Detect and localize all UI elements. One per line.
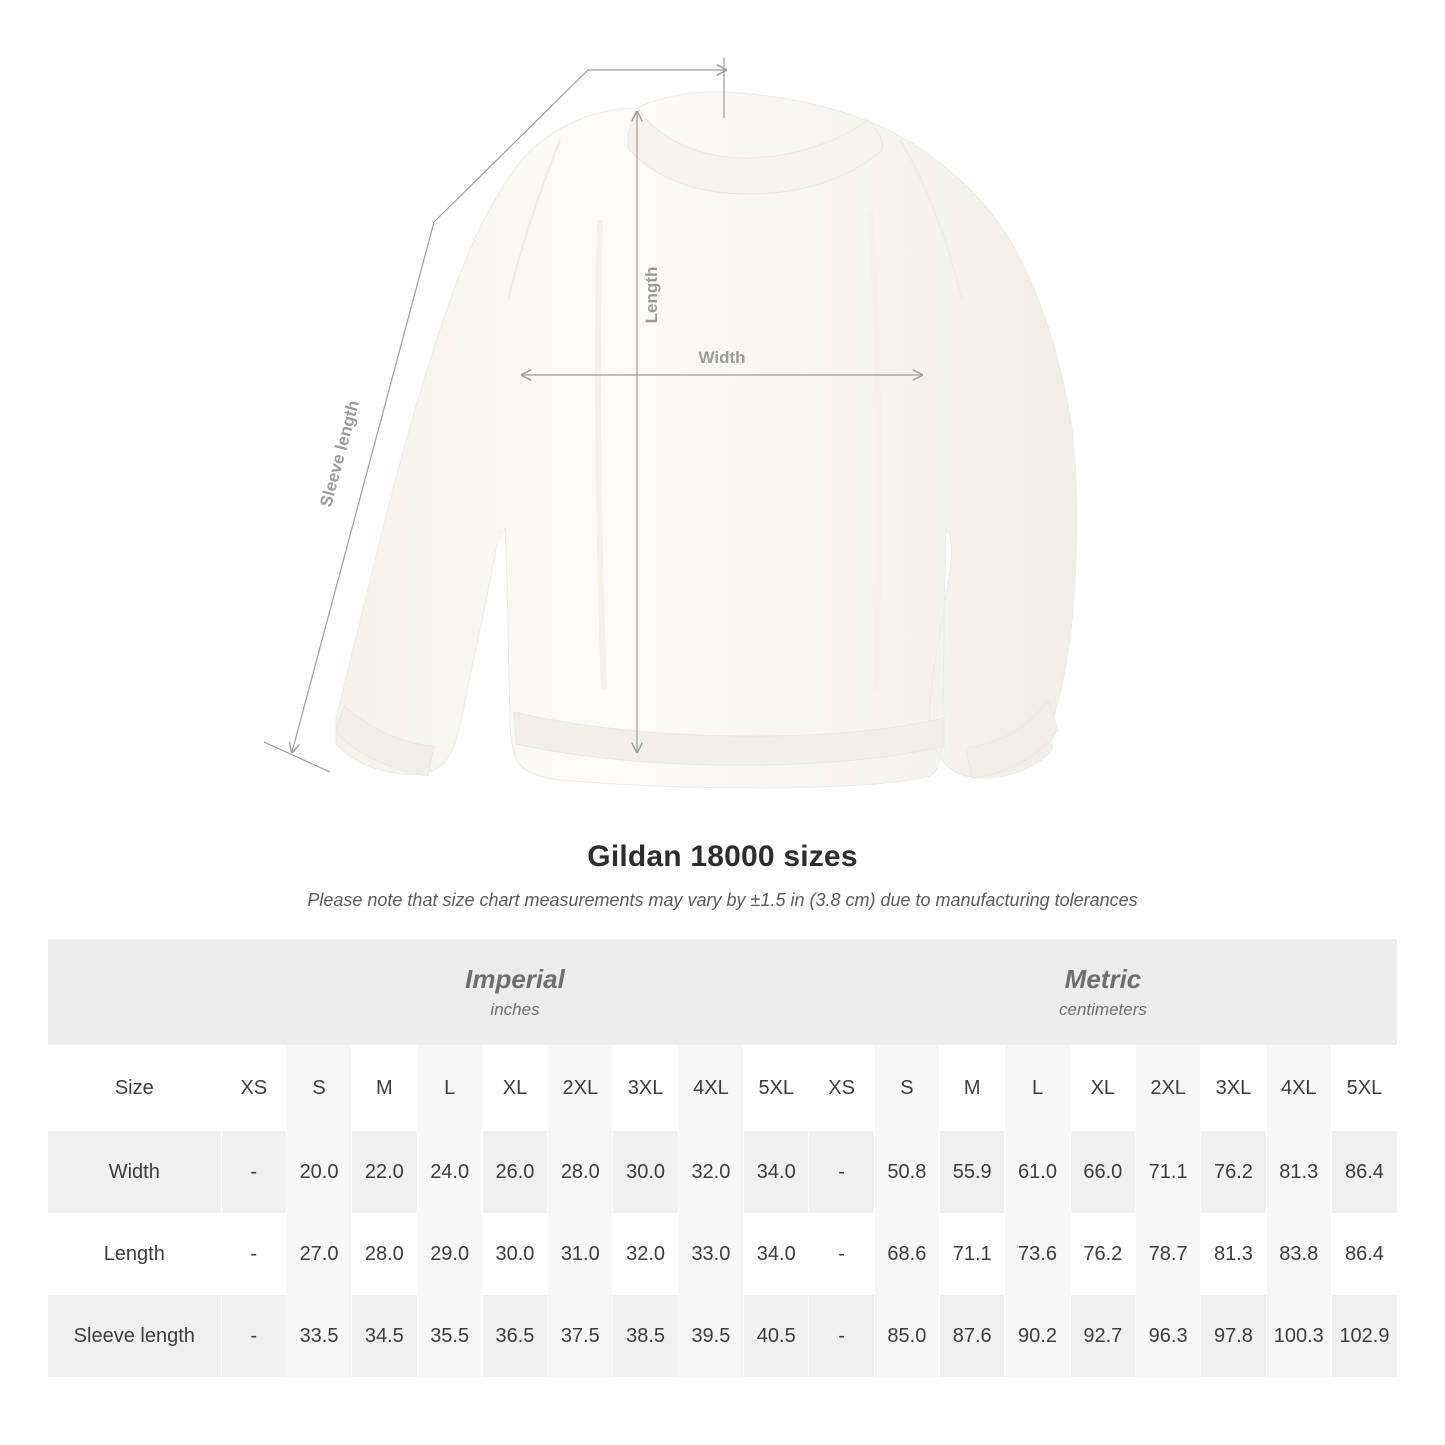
table-cell: 38.5: [613, 1295, 678, 1377]
table-cell: 22.0: [352, 1131, 417, 1213]
unit-header-imperial: [221, 939, 809, 1045]
table-cell: 36.5: [482, 1295, 547, 1377]
unit-subtitle: inches: [490, 999, 540, 1019]
row-label: Length: [48, 1213, 221, 1295]
table-cell: 96.3: [1135, 1295, 1200, 1377]
table-cell: 34.5: [352, 1295, 417, 1377]
table-cell: 71.1: [1135, 1131, 1200, 1213]
table-cell: 76.2: [1070, 1213, 1135, 1295]
table-row: [48, 1295, 1397, 1377]
size-header-cell: 3XL: [613, 1045, 678, 1131]
table-cell: -: [221, 1295, 286, 1377]
table-cell: 27.0: [286, 1213, 351, 1295]
table-cell: 50.8: [874, 1131, 939, 1213]
table-cell: 28.0: [352, 1213, 417, 1295]
table-cell: 34.0: [744, 1213, 809, 1295]
size-header-cell: 4XL: [678, 1045, 743, 1131]
table-cell: 39.5: [678, 1295, 743, 1377]
size-header-cell: L: [1005, 1045, 1070, 1131]
size-header-cell: M: [352, 1045, 417, 1131]
size-header-label: Size: [48, 1045, 221, 1131]
table-cell: 34.0: [744, 1131, 809, 1213]
table-cell: 83.8: [1266, 1213, 1331, 1295]
table-cell: -: [809, 1295, 874, 1377]
table-cell: 86.4: [1331, 1131, 1397, 1213]
table-cell: 81.3: [1201, 1213, 1266, 1295]
table-row: [48, 1213, 1397, 1295]
row-label: Sleeve length: [48, 1295, 221, 1377]
unit-name: Imperial: [465, 964, 565, 995]
table-cell: 66.0: [1070, 1131, 1135, 1213]
size-chart-table: [48, 939, 1397, 1377]
size-header-cell: 5XL: [744, 1045, 809, 1131]
table-cell: 29.0: [417, 1213, 482, 1295]
table-cell: 33.5: [286, 1295, 351, 1377]
table-cell: 26.0: [482, 1131, 547, 1213]
garment-shape: [336, 92, 1077, 788]
page-title: Gildan 18000 sizes: [587, 840, 858, 873]
length-label: Length: [642, 266, 661, 324]
table-cell: 86.4: [1331, 1213, 1397, 1295]
table-cell: -: [221, 1131, 286, 1213]
width-label: Width: [698, 348, 746, 367]
table-cell: 28.0: [548, 1131, 613, 1213]
table-cell: 30.0: [613, 1131, 678, 1213]
unit-name: Metric: [1064, 964, 1142, 995]
table-cell: 55.9: [940, 1131, 1005, 1213]
table-cell: 100.3: [1266, 1295, 1331, 1377]
table-cell: 92.7: [1070, 1295, 1135, 1377]
size-header-cell: S: [874, 1045, 939, 1131]
table-cell: 61.0: [1005, 1131, 1070, 1213]
size-header-cell: L: [417, 1045, 482, 1131]
size-header-row: [48, 1045, 1397, 1131]
table-cell: 33.0: [678, 1213, 743, 1295]
table-cell: 20.0: [286, 1131, 351, 1213]
unit-subtitle: centimeters: [1059, 999, 1147, 1019]
size-header-cell: XL: [1070, 1045, 1135, 1131]
table-cell: 31.0: [548, 1213, 613, 1295]
size-header-cell: M: [940, 1045, 1005, 1131]
table-cell: 85.0: [874, 1295, 939, 1377]
table-cell: 30.0: [482, 1213, 547, 1295]
size-header-cell: 5XL: [1331, 1045, 1397, 1131]
table-cell: 73.6: [1005, 1213, 1070, 1295]
table-cell: 24.0: [417, 1131, 482, 1213]
table-cell: -: [809, 1213, 874, 1295]
size-header-cell: 3XL: [1201, 1045, 1266, 1131]
size-header-cell: XL: [482, 1045, 547, 1131]
table-cell: 37.5: [548, 1295, 613, 1377]
units-header-row: [48, 939, 1397, 1045]
unit-header-metric: [809, 939, 1397, 1045]
table-cell: 68.6: [874, 1213, 939, 1295]
table-cell: 81.3: [1266, 1131, 1331, 1213]
table-cell: 76.2: [1201, 1131, 1266, 1213]
table-cell: 97.8: [1201, 1295, 1266, 1377]
table-cell: 71.1: [940, 1213, 1005, 1295]
size-header-cell: S: [286, 1045, 351, 1131]
size-table-wrap: [48, 939, 1397, 1377]
table-cell: 102.9: [1331, 1295, 1397, 1377]
table-row: [48, 1131, 1397, 1213]
table-cell: 32.0: [613, 1213, 678, 1295]
title-block: [0, 840, 1445, 911]
sleeve-length-label: Sleeve length: [316, 398, 364, 509]
row-label: Width: [48, 1131, 221, 1213]
table-cell: 35.5: [417, 1295, 482, 1377]
table-cell: -: [221, 1213, 286, 1295]
size-header-cell: 4XL: [1266, 1045, 1331, 1131]
size-header-cell: XS: [809, 1045, 874, 1131]
size-header-cell: 2XL: [548, 1045, 613, 1131]
table-cell: 90.2: [1005, 1295, 1070, 1377]
table-cell: -: [809, 1131, 874, 1213]
size-header-cell: 2XL: [1135, 1045, 1200, 1131]
tolerance-note: Please note that size chart measurements may vary by ±1.5 in (3.8 cm) due to manufacturing tolerances: [307, 890, 1138, 910]
table-cell: 40.5: [744, 1295, 809, 1377]
size-header-cell: XS: [221, 1045, 286, 1131]
table-cell: 87.6: [940, 1295, 1005, 1377]
table-cell: 32.0: [678, 1131, 743, 1213]
table-cell: 78.7: [1135, 1213, 1200, 1295]
units-header-spacer: [48, 939, 221, 1045]
